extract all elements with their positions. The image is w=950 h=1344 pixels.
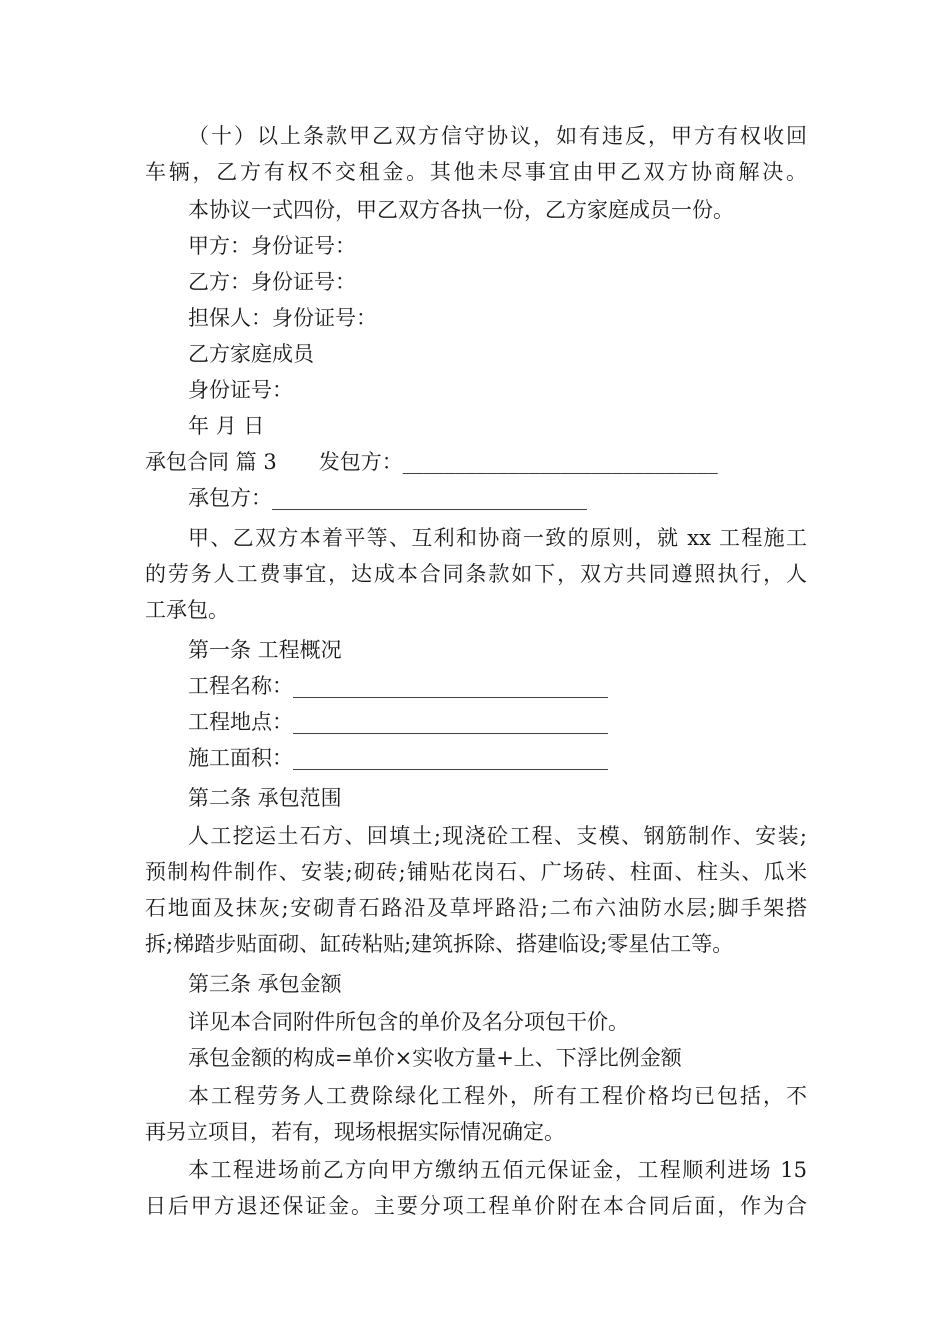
text-line: 人工挖运土石方、回填土;现浇砼工程、支模、钢筋制作、安装; [188, 824, 807, 848]
text-line: 车辆，乙方有权不交租金。其他未尽事宜由甲乙双方协商解决。 [145, 160, 807, 184]
text-line: 拆;梯踏步贴面砌、缸砖粘贴;建筑拆除、搭建临设;零星估工等。 [145, 932, 734, 956]
article-heading: 第二条 承包范围 [188, 786, 342, 810]
text-line: 甲、乙双方本着平等、互利和协商一致的原则，就 xx 工程施工 [188, 526, 807, 550]
text-line: 再另立项目，若有，现场根据实际情况确定。 [145, 1120, 565, 1144]
text-line: 本协议一式四份，甲乙双方各执一份，乙方家庭成员一份。 [188, 198, 734, 222]
text-line: 工承包。 [145, 598, 229, 622]
text-line: 承包方：______________________________ [188, 486, 587, 510]
article-heading: 第一条 工程概况 [188, 638, 342, 662]
text-line: 乙方家庭成员 [188, 342, 314, 366]
text-line: 年 月 日 [188, 414, 265, 438]
text-line: 施工面积：______________________________ [188, 746, 608, 770]
text-line: 身份证号： [188, 378, 293, 402]
text-line: 日后甲方退还保证金。主要分项工程单价附在本合同后面，作为合 [145, 1194, 807, 1218]
text-line: 担保人：身份证号： [188, 306, 377, 330]
text-line: 详见本合同附件所包含的单价及名分项包干价。 [188, 1010, 629, 1034]
text-line: 甲方：身份证号： [188, 234, 356, 258]
text-line: 本工程劳务人工费除绿化工程外，所有工程价格均已包括，不 [188, 1084, 807, 1108]
text-line: 工程名称：______________________________ [188, 674, 608, 698]
text-line: 工程地点：______________________________ [188, 710, 608, 734]
article-heading: 第三条 承包金额 [188, 972, 342, 996]
text-line: 的劳务人工费事宜，达成本合同条款如下，双方共同遵照执行，人 [145, 562, 807, 586]
text-line: 乙方：身份证号： [188, 270, 356, 294]
text-line: （十）以上条款甲乙双方信守协议，如有违反，甲方有权收回 [188, 124, 807, 148]
text-line: 本工程进场前乙方向甲方缴纳五佰元保证金，工程顺利进场 15 [188, 1158, 807, 1182]
text-line: 预制构件制作、安装;砌砖;铺贴花岗石、广场砖、柱面、柱头、瓜米 [145, 860, 807, 884]
text-line: 石地面及抹灰;安砌青石路沿及草坪路沿;二布六油防水层;脚手架搭 [145, 896, 807, 920]
text-line: 承包金额的构成=单价×实收方量+上、下浮比例金额 [188, 1046, 682, 1070]
section-heading: 承包合同 篇 3 发包方：______________________________ [145, 450, 718, 474]
